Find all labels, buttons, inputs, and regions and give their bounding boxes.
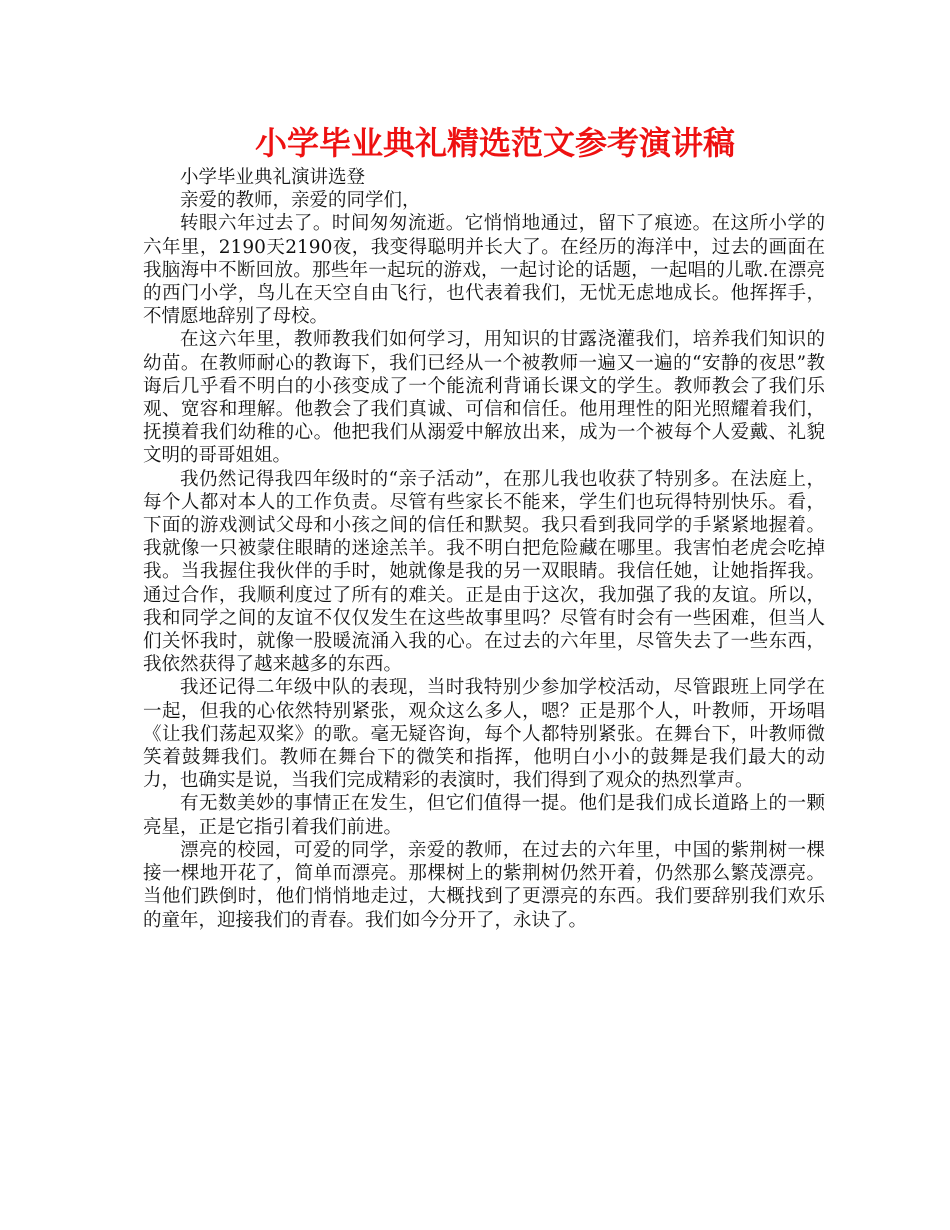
paragraph: 在这六年里，教师教我们如何学习，用知识的甘露浇灌我们，培养我们知识的幼苗。在教师耐心的教诲下，我们已经从一个被教师一遍又一遍的“安静的夜思”教诲后几乎看不明白的小孩变成了一个能流利背诵长课文的学生。教师教会了我们乐观、宽容和理解。他教会了我们真诚、可信和信任。他用理性的阳光照耀着我们，抚摸着我们幼稚的心。他把我们从溺爱中解放出来，成为一个被每个人爱戴、礼貌文明的哥哥姐姐。 [143, 329, 825, 467]
paragraph: 转眼六年过去了。时间匆匆流逝。它悄悄地通过，留下了痕迹。在这所小学的六年里，2190天2190夜，我变得聪明并长大了。在经历的海洋中，过去的画面在我脑海中不断回放。那些年一起玩的游戏，一起讨论的话题，一起唱的儿歌.在漂亮的西门小学，鸟儿在天空自由飞行，也代表着我们，无忧无虑地成长。他挥挥手，不情愿地辞别了母校。 [143, 213, 825, 328]
paragraph: 我还记得二年级中队的表现，当时我特别少参加学校活动，尽管跟班上同学在一起，但我的心依然特别紧张，观众这么多人，嗯？正是那个人，叶教师，开场唱《让我们荡起双桨》的歌。毫无疑咨询，每个人都特别紧张。在舞台下，叶教师微笑着鼓舞我们。教师在舞台下的微笑和指挥，他明白小小的鼓舞是我们最大的动力，也确实是说，当我们完成精彩的表演时，我们得到了观众的热烈掌声。 [143, 677, 825, 792]
paragraph: 亲爱的教师，亲爱的同学们， [180, 190, 421, 212]
paragraph: 有无数美妙的事情正在发生，但它们值得一提。他们是我们成长道路上的一颗亮星，正是它指引着我们前进。 [143, 793, 825, 838]
document-page [143, 120, 825, 932]
document-body [143, 166, 825, 932]
document-title: 小学毕业典礼精选范文参考演讲稿 [254, 124, 735, 162]
paragraph: 小学毕业典礼演讲选登 [180, 167, 366, 188]
paragraph: 漂亮的校园，可爱的同学，亲爱的教师，在过去的六年里，中国的紫荆树一棵接一棵地开花了，简单而漂亮。那棵树上的紫荆树仍然开着，仍然那么繁茂漂亮。当他们跌倒时，他们悄悄地走过，大概找到了更漂亮的东西。我们要辞别我们欢乐的童年，迎接我们的青春。我们如今分开了，永诀了。 [143, 839, 825, 931]
paragraph: 我仍然记得我四年级时的“亲子活动”，在那儿我也收获了特别多。在法庭上，每个人都对本人的工作负责。尽管有些家长不能来，学生们也玩得特别快乐。看，下面的游戏测试父母和小孩之间的信任和默契。我只看到我同学的手紧紧地握着。我就像一只被蒙住眼睛的迷途羔羊。我不明白把危险藏在哪里。我害怕老虎会吃掉我。当我握住我伙伴的手时，她就像是我的另一双眼睛。我信任她，让她指挥我。通过合作，我顺利度过了所有的难关。正是由于这次，我加强了我的友谊。所以，我和同学之间的友谊不仅仅发生在这些故事里吗？尽管有时会有一些困难，但当人们关怀我时，就像一股暖流涌入我的心。在过去的六年里，尽管失去了一些东西，我依然获得了越来越多的东西。 [143, 468, 825, 676]
